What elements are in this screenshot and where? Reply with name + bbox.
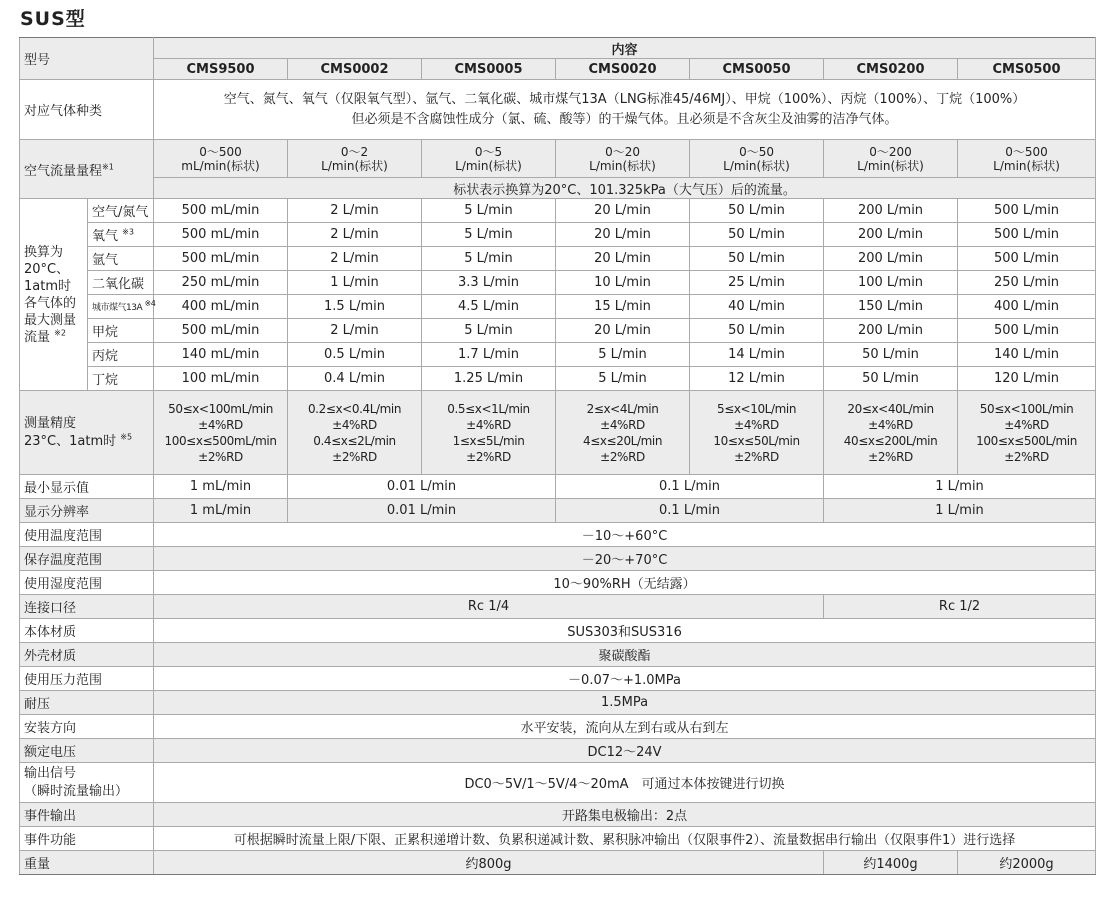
value-cell: 1 mL/min [154,475,288,499]
air-range-cell: 0～50 L/min(标状) [690,140,824,178]
value-cell: 0.1 L/min [556,475,824,499]
footnote-mark: ※4 [144,299,156,308]
max-flow-value: 200 L/min [824,247,958,271]
event-function-value: 可根据瞬时流量上限/下限、正累积递增计数、负累积递减计数、累积脉冲输出（仅限事件2）、流量数据串行输出（仅限事件1）进行选择 [154,827,1096,851]
max-flow-value: 2 L/min [288,199,422,223]
humidity-value: 10～90%RH（无结露） [154,571,1096,595]
air-range-footnote: 标状表示换算为20°C、101.325kPa（大气压）后的流量。 [154,178,1096,199]
model-name: CMS0020 [556,59,690,80]
max-flow-value: 5 L/min [422,247,556,271]
body-material-label: 本体材质 [20,619,154,643]
table-row [20,343,1096,367]
table-row [20,691,1096,715]
max-flow-value: 5 L/min [422,319,556,343]
max-flow-value: 200 L/min [824,199,958,223]
op-temp-label: 使用温度范围 [20,523,154,547]
max-flow-value: 3.3 L/min [422,271,556,295]
max-flow-value: 40 L/min [690,295,824,319]
accuracy-cell: 5≤x<10L/min ±4%RD 10≤x≤50L/min ±2%RD [690,391,824,475]
max-flow-value: 50 L/min [690,319,824,343]
value-cell: 0.01 L/min [288,499,556,523]
spec-table [19,37,1096,875]
content-header: 内容 [154,38,1096,59]
port-value: Rc 1/4 [154,595,824,619]
table-row [20,643,1096,667]
max-flow-value: 20 L/min [556,199,690,223]
max-flow-value: 5 L/min [556,367,690,391]
max-flow-value: 500 L/min [958,319,1096,343]
event-output-value: 开路集电极输出：2点 [154,803,1096,827]
accuracy-cell: 0.2≤x<0.4L/min ±4%RD 0.4≤x≤2L/min ±2%RD [288,391,422,475]
model-name: CMS0002 [288,59,422,80]
max-flow-value: 20 L/min [556,319,690,343]
gas-name: 丁烷 [88,367,154,391]
max-flow-value: 1.25 L/min [422,367,556,391]
max-flow-value: 5 L/min [422,199,556,223]
table-row [20,619,1096,643]
table-row [20,571,1096,595]
max-flow-value: 120 L/min [958,367,1096,391]
max-flow-value: 200 L/min [824,223,958,247]
humidity-label: 使用湿度范围 [20,571,154,595]
event-function-label: 事件功能 [20,827,154,851]
pressure-range-value: －0.07～+1.0MPa [154,667,1096,691]
max-range-label-line: 最大测量 [24,312,77,328]
table-row [20,199,1096,223]
output-label: 输出信号 （瞬时流量输出） [20,763,154,803]
accuracy-cell: 2≤x<4L/min ±4%RD 4≤x≤20L/min ±2%RD [556,391,690,475]
gas-types-line1: 空气、氮气、氧气（仅限氧气型）、氩气、二氧化碳、城市煤气13A（LNG标准45/46MJ）、甲烷（100%）、丙烷（100%）、丁烷（100%） [223,91,1026,107]
table-row [20,715,1096,739]
max-flow-value: 400 mL/min [154,295,288,319]
table-row [20,739,1096,763]
body-material-value: SUS303和SUS316 [154,619,1096,643]
max-flow-value: 5 L/min [556,343,690,367]
air-range-cell: 0～200 L/min(标状) [824,140,958,178]
table-row [20,367,1096,391]
max-flow-value: 1.5 L/min [288,295,422,319]
weight-value: 约2000g [958,851,1096,875]
max-flow-value: 500 L/min [958,199,1096,223]
max-flow-value: 50 L/min [690,247,824,271]
gas-name: 空气/氮气 [88,199,154,223]
air-range-cell: 0～20 L/min(标状) [556,140,690,178]
max-flow-value: 50 L/min [690,199,824,223]
max-flow-value: 2 L/min [288,247,422,271]
voltage-value: DC12～24V [154,739,1096,763]
air-range-cell: 0～500 L/min(标状) [958,140,1096,178]
max-flow-value: 400 L/min [958,295,1096,319]
value-cell: 1 L/min [824,499,1096,523]
gas-name: 二氧化碳 [88,271,154,295]
air-range-cell: 0～500 mL/min(标状) [154,140,288,178]
max-flow-value: 4.5 L/min [422,295,556,319]
max-flow-value: 10 L/min [556,271,690,295]
max-flow-value: 500 L/min [958,247,1096,271]
pressure-range-label: 使用压力范围 [20,667,154,691]
footnote-mark: ※3 [122,227,134,237]
output-value: DC0～5V/1～5V/4～20mA 可通过本体按键进行切换 [154,763,1096,803]
air-range-cell: 0～2 L/min(标状) [288,140,422,178]
gas-name: 丙烷 [88,343,154,367]
max-flow-value: 0.4 L/min [288,367,422,391]
gas-types-label: 对应气体种类 [20,80,154,140]
port-value: Rc 1/2 [824,595,1096,619]
event-output-label: 事件输出 [20,803,154,827]
max-flow-value: 14 L/min [690,343,824,367]
max-flow-value: 100 L/min [824,271,958,295]
table-row [20,295,1096,319]
max-flow-value: 15 L/min [556,295,690,319]
table-row [20,763,1096,803]
max-flow-value: 50 L/min [824,343,958,367]
max-flow-value: 140 L/min [958,343,1096,367]
table-row [20,499,1096,523]
withstand-label: 耐压 [20,691,154,715]
port-label: 连接口径 [20,595,154,619]
max-range-label-line: 流量 $^{※2}$ [24,328,66,345]
model-name: CMS0500 [958,59,1096,80]
max-flow-value: 20 L/min [556,223,690,247]
max-flow-value: 25 L/min [690,271,824,295]
store-temp-value: －20～+70°C [154,547,1096,571]
accuracy-cell: 20≤x<40L/min ±4%RD 40≤x≤200L/min ±2%RD [824,391,958,475]
model-name: CMS0200 [824,59,958,80]
table-row [20,247,1096,271]
weight-value: 约1400g [824,851,958,875]
withstand-value: 1.5MPa [154,691,1096,715]
max-flow-value: 50 L/min [690,223,824,247]
model-name: CMS0050 [690,59,824,80]
table-row [20,827,1096,851]
accuracy-cell: 50≤x<100L/min ±4%RD 100≤x≤500L/min ±2%RD [958,391,1096,475]
max-flow-value: 250 mL/min [154,271,288,295]
accuracy-cell: 0.5≤x<1L/min ±4%RD 1≤x≤5L/min ±2%RD [422,391,556,475]
footnote-mark: ※2 [54,328,66,338]
max-flow-value: 2 L/min [288,223,422,247]
max-range-label-line: 换算为 [24,244,64,260]
table-row [20,851,1096,875]
model-row [20,59,1096,80]
voltage-label: 额定电压 [20,739,154,763]
max-range-label [20,199,88,391]
op-temp-value: －10～+60°C [154,523,1096,547]
table-row [20,667,1096,691]
max-flow-value: 250 L/min [958,271,1096,295]
max-range-label-line: 20°C、 [24,261,70,277]
table-row [20,319,1096,343]
gas-name: 氩气 [88,247,154,271]
max-flow-value: 500 mL/min [154,223,288,247]
table-row [20,803,1096,827]
weight-label: 重量 [20,851,154,875]
mounting-label: 安装方向 [20,715,154,739]
max-flow-value: 2 L/min [288,319,422,343]
max-range-label-line: 1atm时 [24,278,71,294]
max-flow-value: 1.7 L/min [422,343,556,367]
mounting-value: 水平安装，流向从左到右或从右到左 [154,715,1096,739]
value-cell: 1 L/min [824,475,1096,499]
gas-name: 氧气 $^{※3}$ [88,223,154,247]
max-flow-value: 140 mL/min [154,343,288,367]
max-flow-value: 5 L/min [422,223,556,247]
min-display-label: 最小显示值 [20,475,154,499]
gas-name: 城市煤气13A $^{※4}$ [88,295,154,319]
table-row [20,547,1096,571]
page-title: SUS型 [20,8,86,30]
gas-types-line2: 但必须是不含腐蚀性成分（氯、硫、酸等）的干燥气体。且必须是不含灰尘及油雾的洁净气体。 [351,111,898,127]
weight-value: 约800g [154,851,824,875]
max-flow-value: 500 mL/min [154,199,288,223]
max-flow-value: 500 L/min [958,223,1096,247]
model-label: 型号 [20,38,154,80]
air-range-cell: 0～5 L/min(标状) [422,140,556,178]
max-flow-value: 50 L/min [824,367,958,391]
resolution-label: 显示分辨率 [20,499,154,523]
air-range-label: 空气流量量程$^{※1}$ [20,140,154,199]
value-cell: 0.01 L/min [288,475,556,499]
table-row [20,523,1096,547]
case-material-value: 聚碳酸酯 [154,643,1096,667]
case-material-label: 外壳材质 [20,643,154,667]
max-flow-value: 1 L/min [288,271,422,295]
accuracy-cell: 50≤x<100mL/min ±4%RD 100≤x≤500mL/min ±2%RD [154,391,288,475]
table-row [20,595,1096,619]
max-flow-value: 500 mL/min [154,247,288,271]
max-flow-value: 0.5 L/min [288,343,422,367]
store-temp-label: 保存温度范围 [20,547,154,571]
model-name: CMS0005 [422,59,556,80]
table-row [20,475,1096,499]
value-cell: 0.1 L/min [556,499,824,523]
max-flow-value: 20 L/min [556,247,690,271]
table-row [20,391,1096,475]
max-flow-value: 12 L/min [690,367,824,391]
model-name: CMS9500 [154,59,288,80]
gas-name: 甲烷 [88,319,154,343]
table-row [20,223,1096,247]
max-flow-value: 500 mL/min [154,319,288,343]
max-flow-value: 100 mL/min [154,367,288,391]
max-flow-value: 200 L/min [824,319,958,343]
accuracy-label: 测量精度 23°C、1atm时 $^{※5}$ [20,391,154,475]
table-row [20,271,1096,295]
max-flow-value: 150 L/min [824,295,958,319]
max-range-label-line: 各气体的 [24,295,77,311]
value-cell: 1 mL/min [154,499,288,523]
